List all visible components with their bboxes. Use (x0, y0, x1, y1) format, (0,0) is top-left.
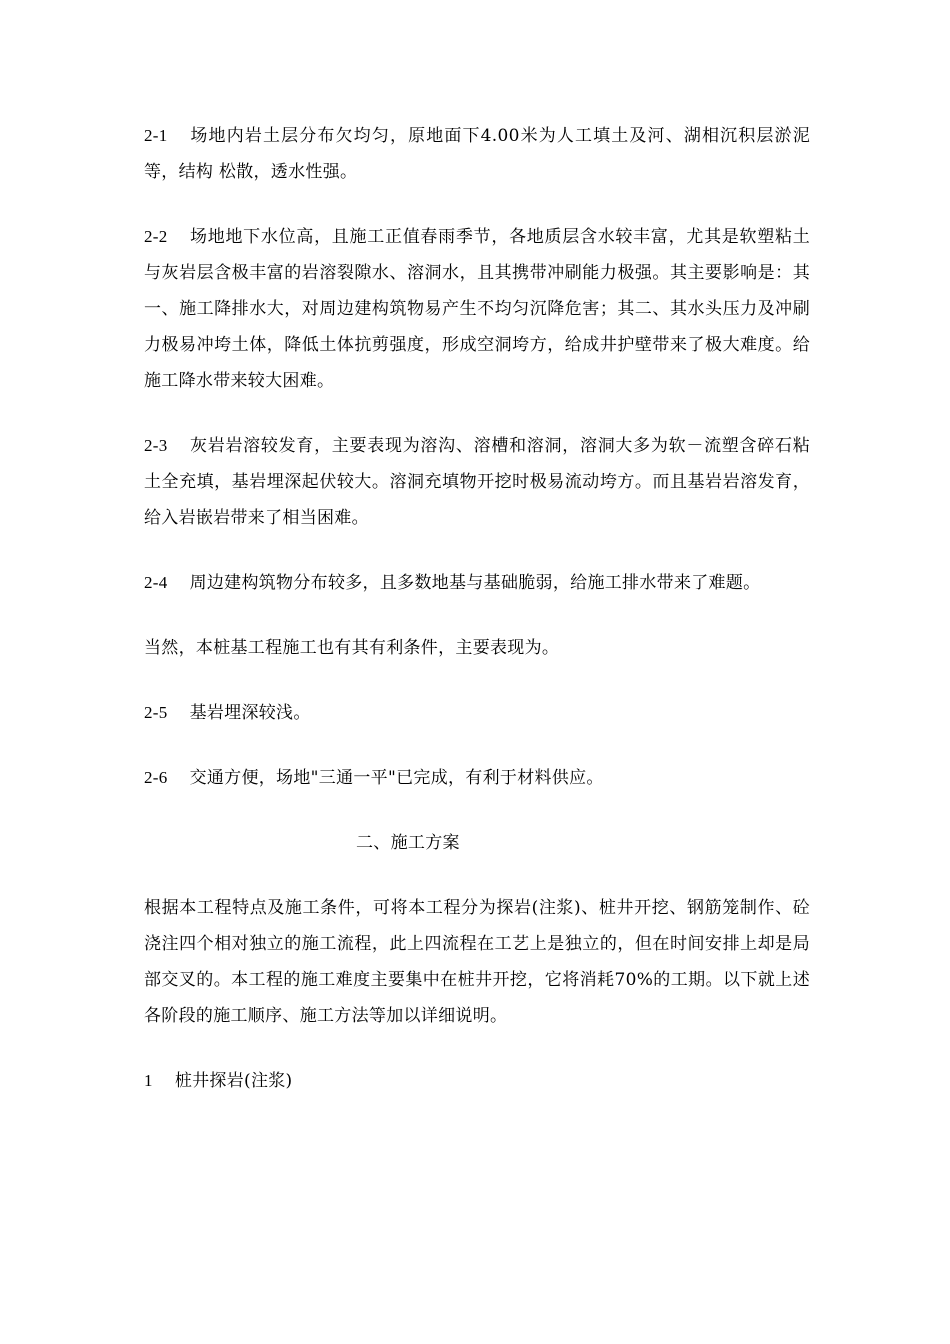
favorable-intro: 当然，本桩基工程施工也有其有利条件，主要表现为。 (144, 638, 560, 658)
item-text: 灰岩岩溶较发育，主要表现为溶沟、溶槽和溶洞，溶洞大多为软－流塑含碎石粘土全充填，基岩埋深起伏较大。溶洞充填物开挖时极易流动垮方。而且基岩岩溶发育，给入岩嵌岩带来了相当困难。 (144, 436, 810, 528)
item-number: 2-4 (144, 573, 168, 592)
subsection-text: 桩井探岩(注浆) (174, 1071, 293, 1091)
document-body (144, 118, 810, 1128)
plan-paragraph: 根据本工程特点及施工条件，可将本工程分为探岩(注浆)、桩井开挖、钢筋笼制作、砼浇注四个相对独立的施工流程，此上四流程在工艺上是独立的，但在时间安排上却是局部交叉的。本工程的施工难度主要集中在桩井开挖，它将消耗70%的工期。以下就上述各阶段的施工顺序、施工方法等加以详细说明。 (144, 898, 810, 1026)
paragraph-2-4 (144, 565, 810, 601)
item-text: 周边建构筑物分布较多，且多数地基与基础脆弱，给施工排水带来了难题。 (189, 573, 761, 593)
paragraph-2-2 (144, 219, 810, 399)
paragraph-2-1 (144, 118, 810, 190)
item-text: 场地地下水位高，且施工正值春雨季节，各地质层含水较丰富，尤其是软塑粘土与灰岩层含极丰富的岩溶裂隙水、溶洞水，且其携带冲刷能力极强。其主要影响是：其一、施工降排水大，对周边建构筑物易产生不均匀沉降危害；其二、其水头压力及冲刷力极易冲垮土体，降低土体抗剪强度，形成空洞垮方，给成井护壁带来了极大难度。给施工降水带来较大困难。 (144, 227, 810, 391)
item-number: 2-1 (144, 126, 168, 145)
item-number: 2-5 (144, 703, 168, 722)
subsection-title (144, 1063, 810, 1099)
item-number: 2-2 (144, 227, 168, 246)
paragraph-2-6 (144, 760, 810, 796)
paragraph-2-5 (144, 695, 810, 731)
item-text: 场地内岩土层分布欠均匀，原地面下4.00米为人工填土及河、湖相沉积层淤泥等，结构 松散，透水性强。 (144, 126, 810, 182)
item-number: 2-6 (144, 768, 168, 787)
item-text: 基岩埋深较浅。 (189, 703, 311, 723)
item-number: 2-3 (144, 436, 168, 455)
section-heading: 二、施工方案 (356, 833, 460, 853)
subsection-number: 1 (144, 1071, 153, 1090)
item-text: 交通方便，场地"三通一平"已完成，有利于材料供应。 (189, 768, 604, 788)
paragraph-2-3 (144, 428, 810, 536)
